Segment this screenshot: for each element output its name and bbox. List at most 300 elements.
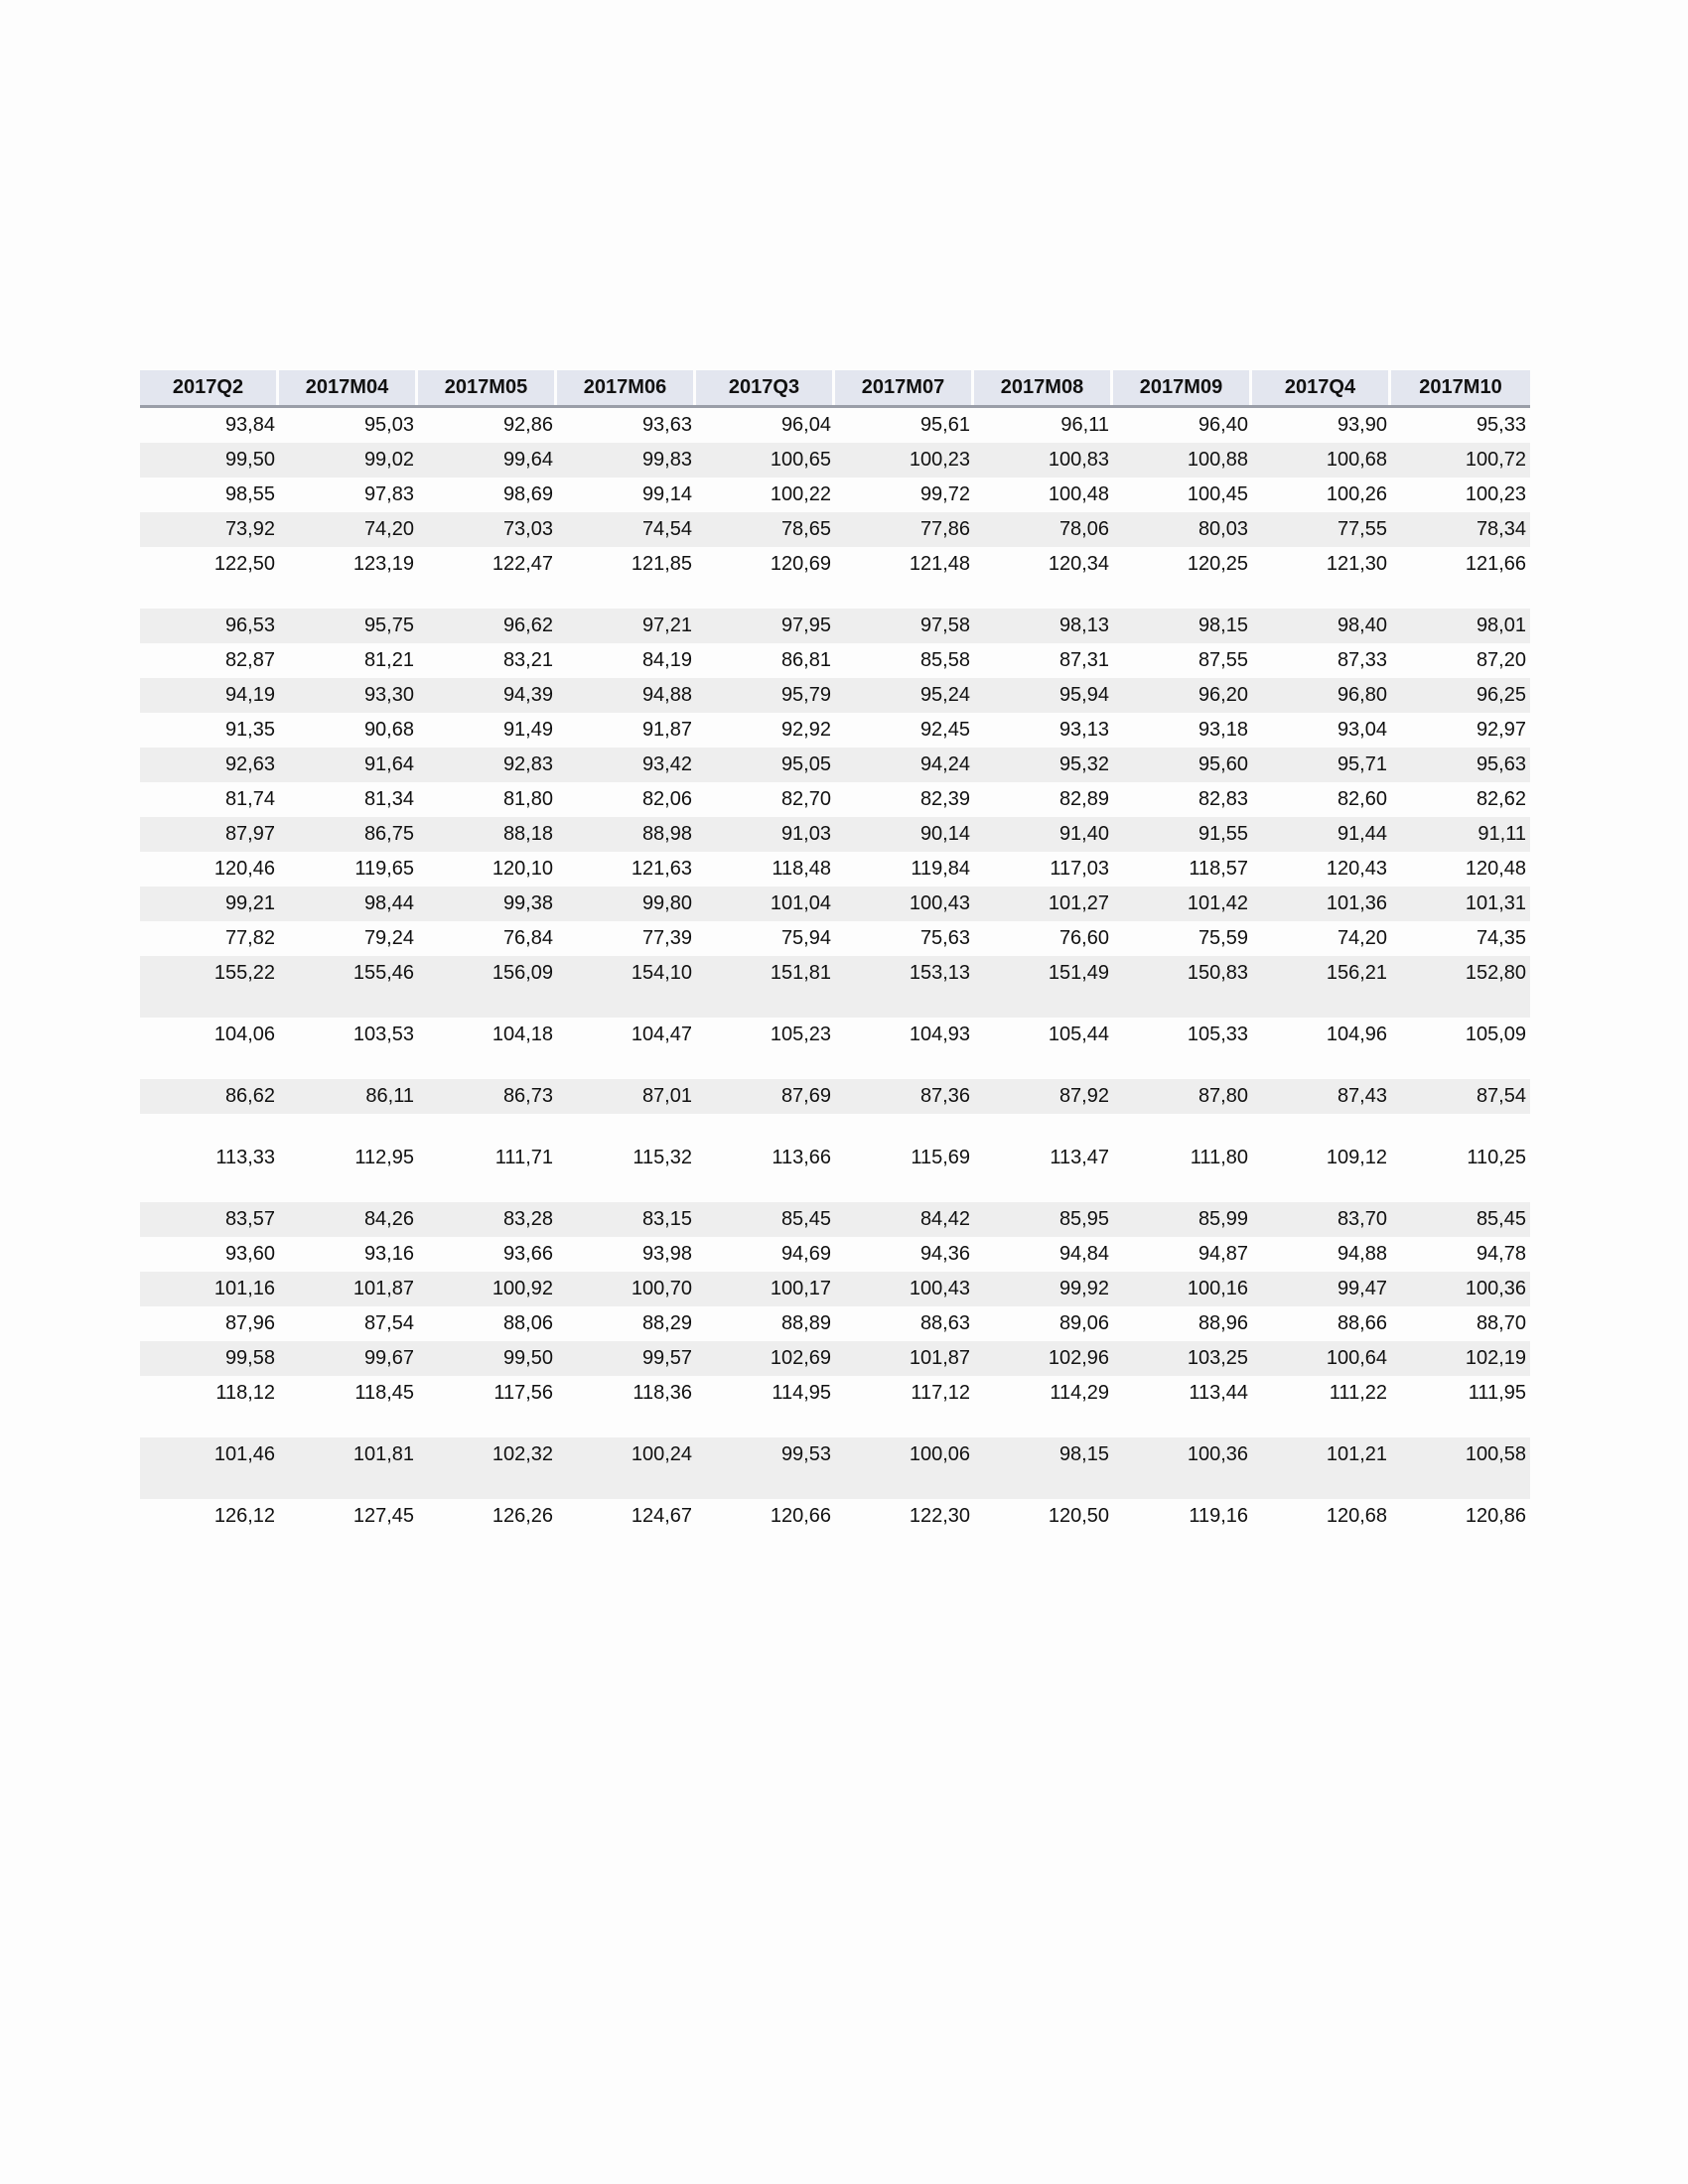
table-cell: 100,83 [1048,449,1109,471]
table-spacer-row [140,1472,1530,1499]
table-cell: 104,96 [1326,1024,1387,1045]
table-cell: 91,40 [1058,823,1109,845]
table-cell: 100,43 [909,892,970,914]
table-cell: 100,24 [631,1443,692,1465]
table-cell: 86,73 [502,1085,553,1107]
table-body [140,408,1530,1534]
table-cell: 87,01 [641,1085,692,1107]
table-spacer-row [140,1175,1530,1202]
table-cell: 120,50 [1048,1505,1109,1527]
table-cell: 99,92 [1058,1278,1109,1299]
table-cell: 102,96 [1048,1347,1109,1369]
table-spacer-row [140,1114,1530,1141]
table-cell: 119,16 [1189,1505,1248,1527]
table-cell: 74,35 [1476,927,1526,949]
table-cell: 86,62 [224,1085,275,1107]
table-cell: 93,98 [641,1243,692,1265]
table-cell: 115,32 [633,1147,692,1168]
table-cell: 99,72 [919,483,970,505]
table-cell: 95,32 [1058,753,1109,775]
table-cell: 84,42 [919,1208,970,1230]
table-cell: 95,33 [1476,414,1526,436]
table-cell: 112,95 [354,1147,414,1168]
table-cell: 101,81 [352,1443,414,1465]
table-row [140,408,1530,443]
table-cell: 96,40 [1197,414,1248,436]
table-spacer-row [140,1052,1530,1079]
table-cell: 95,03 [363,414,414,436]
table-cell: 111,71 [494,1147,553,1168]
table-cell: 94,24 [919,753,970,775]
table-cell: 98,44 [363,892,414,914]
table-cell: 83,15 [641,1208,692,1230]
table-cell: 74,20 [363,518,414,540]
table-row [140,1376,1530,1411]
table-cell: 100,88 [1187,449,1248,471]
table-cell: 94,69 [780,1243,831,1265]
table-cell: 121,85 [631,553,692,575]
column-header: 2017Q3 [696,370,835,405]
table-row [140,921,1530,956]
table-cell: 99,58 [224,1347,275,1369]
table-cell: 94,88 [1336,1243,1387,1265]
table-cell: 82,87 [224,649,275,671]
table-cell: 98,15 [1197,614,1248,636]
table-cell: 94,84 [1058,1243,1109,1265]
column-header: 2017M09 [1113,370,1252,405]
table-cell: 102,32 [492,1443,553,1465]
table-cell: 83,28 [502,1208,553,1230]
table-cell: 100,23 [1465,483,1526,505]
table-cell: 120,48 [1465,858,1526,880]
table-cell: 98,01 [1476,614,1526,636]
table-cell: 127,45 [352,1505,414,1527]
table-row [140,1237,1530,1272]
table-cell: 77,55 [1336,518,1387,540]
table-cell: 82,70 [780,788,831,810]
table-cell: 100,68 [1326,449,1387,471]
table-cell: 92,97 [1476,719,1526,741]
table-cell: 92,83 [502,753,553,775]
table-cell: 92,92 [780,719,831,741]
table-cell: 155,46 [352,962,414,984]
table-cell: 104,18 [492,1024,553,1045]
table-cell: 87,33 [1336,649,1387,671]
table-cell: 95,94 [1058,684,1109,706]
table-cell: 89,06 [1058,1312,1109,1334]
table-cell: 87,36 [919,1085,970,1107]
table-cell: 113,33 [215,1147,275,1168]
table-cell: 99,64 [502,449,553,471]
table-cell: 87,80 [1197,1085,1248,1107]
table-cell: 100,72 [1465,449,1526,471]
table-cell: 101,27 [1048,892,1109,914]
column-header: 2017M05 [418,370,557,405]
table-spacer-row [140,1411,1530,1437]
table-cell: 91,44 [1336,823,1387,845]
table-cell: 96,80 [1336,684,1387,706]
table-cell: 117,56 [493,1382,553,1404]
table-cell: 99,83 [641,449,692,471]
table-cell: 77,86 [919,518,970,540]
table-cell: 110,25 [1467,1147,1526,1168]
table-cell: 84,26 [363,1208,414,1230]
table-cell: 103,53 [352,1024,414,1045]
table-cell: 120,10 [492,858,553,880]
table-cell: 82,06 [641,788,692,810]
table-row [140,678,1530,713]
table-cell: 77,39 [641,927,692,949]
table-cell: 118,57 [1189,858,1248,880]
table-cell: 92,63 [224,753,275,775]
table-cell: 104,93 [909,1024,970,1045]
table-cell: 95,63 [1476,753,1526,775]
table-cell: 86,11 [365,1085,414,1107]
table-cell: 98,55 [224,483,275,505]
table-cell: 86,81 [780,649,831,671]
table-cell: 88,89 [780,1312,831,1334]
table-cell: 155,22 [213,962,275,984]
table-cell: 121,66 [1465,553,1526,575]
table-cell: 77,82 [224,927,275,949]
table-cell: 95,79 [780,684,831,706]
table-cell: 115,69 [911,1147,970,1168]
table-cell: 85,45 [1476,1208,1526,1230]
table-cell: 98,40 [1336,614,1387,636]
table-cell: 87,54 [1476,1085,1526,1107]
table-cell: 104,47 [631,1024,692,1045]
table-cell: 100,06 [909,1443,970,1465]
table-cell: 151,49 [1048,962,1109,984]
table-cell: 85,99 [1197,1208,1248,1230]
table-cell: 111,80 [1190,1147,1248,1168]
table-cell: 100,64 [1326,1347,1387,1369]
table-cell: 120,43 [1326,858,1387,880]
table-cell: 91,35 [224,719,275,741]
table-spacer-row [140,991,1530,1018]
table-cell: 117,03 [1050,858,1109,880]
table-cell: 95,24 [919,684,970,706]
table-cell: 100,45 [1187,483,1248,505]
table-cell: 99,47 [1336,1278,1387,1299]
table-cell: 100,36 [1465,1278,1526,1299]
table-cell: 83,57 [224,1208,275,1230]
table-cell: 101,16 [213,1278,275,1299]
table-cell: 99,02 [363,449,414,471]
table-cell: 82,60 [1336,788,1387,810]
table-cell: 76,84 [502,927,553,949]
table-cell: 78,65 [780,518,831,540]
table-cell: 82,39 [919,788,970,810]
table-cell: 120,25 [1187,553,1248,575]
table-cell: 88,66 [1336,1312,1387,1334]
table-cell: 100,23 [909,449,970,471]
table-cell: 99,80 [641,892,692,914]
table-cell: 121,30 [1326,553,1387,575]
table-cell: 100,16 [1187,1278,1248,1299]
table-cell: 152,80 [1465,962,1526,984]
table-cell: 93,30 [363,684,414,706]
table-cell: 114,95 [772,1382,831,1404]
table-cell: 101,46 [213,1443,275,1465]
table-cell: 79,24 [363,927,414,949]
table-row [140,1306,1530,1341]
table-row [140,1079,1530,1114]
table-row [140,887,1530,921]
table-cell: 100,36 [1187,1443,1248,1465]
column-header: 2017Q2 [140,370,279,405]
table-cell: 95,75 [363,614,414,636]
table-cell: 101,21 [1326,1443,1387,1465]
table-cell: 87,20 [1476,649,1526,671]
table-cell: 98,69 [502,483,553,505]
table-cell: 85,95 [1058,1208,1109,1230]
table-cell: 99,67 [363,1347,414,1369]
table-cell: 92,45 [919,719,970,741]
table-row [140,1341,1530,1376]
table-cell: 100,26 [1326,483,1387,505]
table-cell: 82,62 [1476,788,1526,810]
table-cell: 118,12 [215,1382,275,1404]
table-cell: 88,29 [641,1312,692,1334]
table-cell: 81,21 [363,649,414,671]
table-cell: 87,31 [1058,649,1109,671]
table-cell: 113,44 [1189,1382,1248,1404]
table-cell: 103,25 [1187,1347,1248,1369]
table-cell: 82,89 [1058,788,1109,810]
table-cell: 101,87 [352,1278,414,1299]
table-row [140,547,1530,582]
table-cell: 100,92 [492,1278,553,1299]
table-cell: 84,19 [641,649,692,671]
table-cell: 74,54 [641,518,692,540]
table-cell: 96,20 [1197,684,1248,706]
table-cell: 87,96 [224,1312,275,1334]
table-row [140,782,1530,817]
table-cell: 87,97 [224,823,275,845]
table-row [140,1141,1530,1175]
table-cell: 95,71 [1336,753,1387,775]
table-cell: 94,88 [641,684,692,706]
table-cell: 101,42 [1187,892,1248,914]
table-cell: 151,81 [770,962,831,984]
table-cell: 75,63 [919,927,970,949]
table-cell: 92,86 [502,414,553,436]
table-cell: 87,43 [1336,1085,1387,1107]
table-cell: 99,53 [780,1443,831,1465]
table-cell: 101,31 [1465,892,1526,914]
table-row [140,643,1530,678]
table-cell: 101,87 [909,1347,970,1369]
table-cell: 80,03 [1197,518,1248,540]
table-cell: 100,17 [770,1278,831,1299]
table-cell: 118,36 [633,1382,692,1404]
table-cell: 114,29 [1050,1382,1109,1404]
table-cell: 100,70 [631,1278,692,1299]
table-cell: 119,65 [354,858,414,880]
table-cell: 117,12 [911,1382,970,1404]
table-cell: 94,78 [1476,1243,1526,1265]
table-cell: 94,36 [919,1243,970,1265]
table-cell: 121,48 [909,553,970,575]
table-cell: 123,19 [352,553,414,575]
table-cell: 93,16 [363,1243,414,1265]
table-cell: 126,12 [213,1505,275,1527]
table-cell: 85,58 [919,649,970,671]
table-cell: 100,22 [770,483,831,505]
table-row [140,478,1530,512]
table-cell: 96,25 [1476,684,1526,706]
table-cell: 105,23 [770,1024,831,1045]
table-cell: 75,94 [780,927,831,949]
table-row [140,852,1530,887]
column-header: 2017Q4 [1252,370,1391,405]
table-cell: 98,15 [1058,1443,1109,1465]
table-cell: 78,06 [1058,518,1109,540]
table-cell: 105,44 [1048,1024,1109,1045]
table-cell: 85,45 [780,1208,831,1230]
table-cell: 93,84 [224,414,275,436]
table-cell: 100,58 [1465,1443,1526,1465]
table-cell: 102,19 [1465,1347,1526,1369]
table-cell: 101,04 [770,892,831,914]
table-cell: 153,13 [909,962,970,984]
table-cell: 105,33 [1187,1024,1248,1045]
table-cell: 91,03 [780,823,831,845]
table-cell: 95,60 [1197,753,1248,775]
table-cell: 113,66 [772,1147,831,1168]
table-row [140,1202,1530,1237]
table-cell: 93,04 [1336,719,1387,741]
table-cell: 99,21 [224,892,275,914]
table-cell: 93,63 [641,414,692,436]
table-row [140,443,1530,478]
table-cell: 76,60 [1058,927,1109,949]
table-cell: 96,62 [502,614,553,636]
table-cell: 81,80 [502,788,553,810]
table-cell: 122,30 [909,1505,970,1527]
table-cell: 90,68 [363,719,414,741]
table-cell: 111,95 [1468,1382,1526,1404]
table-cell: 154,10 [631,962,692,984]
table-row [140,1272,1530,1306]
table-cell: 120,66 [770,1505,831,1527]
table-cell: 93,60 [224,1243,275,1265]
table-row [140,1437,1530,1472]
table-cell: 118,45 [354,1382,414,1404]
table-cell: 96,04 [780,414,831,436]
table-cell: 121,63 [631,858,692,880]
table-cell: 99,50 [502,1347,553,1369]
table-cell: 120,34 [1048,553,1109,575]
table-cell: 94,87 [1197,1243,1248,1265]
table-cell: 100,48 [1048,483,1109,505]
table-cell: 105,09 [1465,1024,1526,1045]
table-cell: 82,83 [1197,788,1248,810]
table-cell: 88,63 [919,1312,970,1334]
table-cell: 94,39 [502,684,553,706]
table-cell: 156,09 [492,962,553,984]
table-cell: 99,57 [641,1347,692,1369]
table-cell: 99,14 [641,483,692,505]
table-cell: 87,92 [1058,1085,1109,1107]
table-cell: 95,61 [919,414,970,436]
table-cell: 124,67 [631,1505,692,1527]
table-cell: 83,21 [502,649,553,671]
table-cell: 120,46 [213,858,275,880]
table-cell: 88,96 [1197,1312,1248,1334]
table-cell: 99,50 [224,449,275,471]
table-cell: 104,06 [213,1024,275,1045]
column-header: 2017M10 [1391,370,1530,405]
column-header: 2017M08 [974,370,1113,405]
table-cell: 119,84 [911,858,970,880]
table-cell: 91,87 [641,719,692,741]
table-cell: 93,42 [641,753,692,775]
table-cell: 126,26 [492,1505,553,1527]
table-cell: 90,14 [919,823,970,845]
table-cell: 81,34 [363,788,414,810]
table-cell: 93,90 [1336,414,1387,436]
table-cell: 78,34 [1476,518,1526,540]
table-cell: 98,13 [1058,614,1109,636]
table-cell: 88,98 [641,823,692,845]
table-row [140,1499,1530,1534]
table-cell: 87,54 [363,1312,414,1334]
table-row [140,713,1530,748]
table-cell: 122,50 [213,553,275,575]
table-row [140,1018,1530,1052]
data-table [140,370,1530,1534]
table-cell: 156,21 [1326,962,1387,984]
column-header: 2017M07 [835,370,974,405]
table-cell: 122,47 [492,553,553,575]
table-cell: 81,74 [224,788,275,810]
table-cell: 88,70 [1476,1312,1526,1334]
table-cell: 109,12 [1326,1147,1387,1168]
table-cell: 88,18 [502,823,553,845]
table-cell: 97,58 [919,614,970,636]
table-cell: 95,05 [780,753,831,775]
column-header: 2017M06 [557,370,696,405]
table-cell: 93,18 [1197,719,1248,741]
table-cell: 87,69 [780,1085,831,1107]
table-cell: 120,69 [770,553,831,575]
table-cell: 150,83 [1187,962,1248,984]
table-cell: 93,66 [502,1243,553,1265]
table-cell: 99,38 [502,892,553,914]
table-cell: 91,55 [1197,823,1248,845]
table-cell: 93,13 [1058,719,1109,741]
table-cell: 113,47 [1050,1147,1109,1168]
table-row [140,956,1530,991]
table-cell: 97,95 [780,614,831,636]
table-cell: 91,64 [363,753,414,775]
table-row [140,817,1530,852]
table-cell: 83,70 [1336,1208,1387,1230]
table-cell: 91,11 [1477,823,1526,845]
table-cell: 96,53 [224,614,275,636]
table-row [140,748,1530,782]
table-cell: 102,69 [770,1347,831,1369]
table-cell: 94,19 [224,684,275,706]
table-cell: 87,55 [1197,649,1248,671]
table-spacer-row [140,582,1530,609]
table-cell: 86,75 [363,823,414,845]
table-cell: 73,92 [224,518,275,540]
table-cell: 111,22 [1329,1382,1387,1404]
table-cell: 88,06 [502,1312,553,1334]
